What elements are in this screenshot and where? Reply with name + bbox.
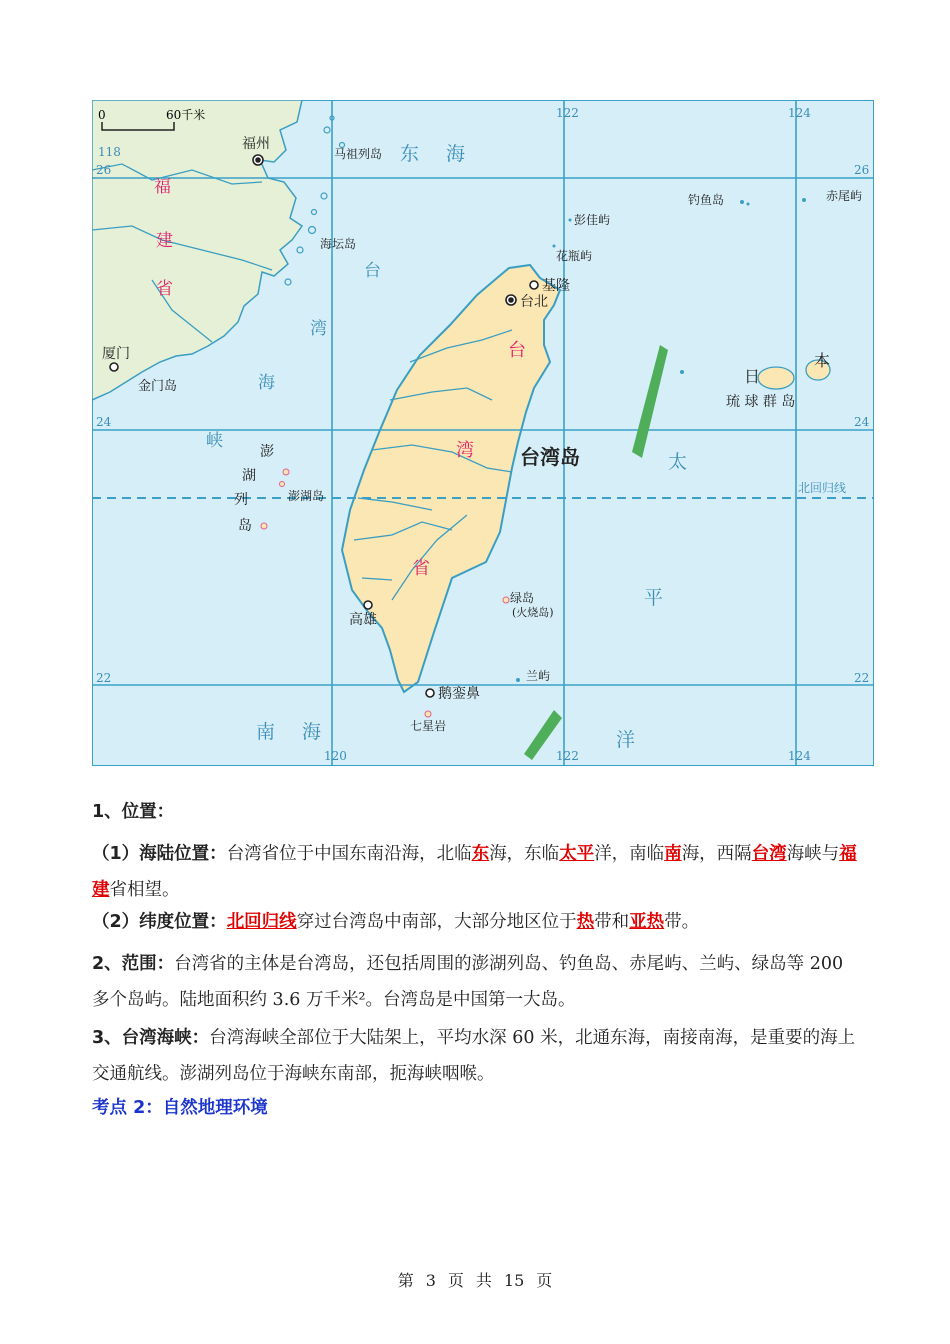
- city-xiamen: 厦门: [102, 346, 130, 362]
- page-footer: [0, 1268, 950, 1291]
- key-point-heading: 考点 2：自然地理环境: [92, 1098, 268, 1118]
- lon-label-118: 118: [98, 145, 121, 159]
- footer-text: 页: [447, 1271, 464, 1290]
- taiwan-prov-label-3: 省: [412, 558, 430, 579]
- island-diaoyu: 钓鱼岛: [688, 193, 725, 207]
- answer-tropical: 热: [576, 912, 595, 932]
- penghu-label-4: 岛: [238, 518, 252, 534]
- island-huoshao: (火烧岛): [512, 606, 554, 619]
- japan-label-1: 日: [744, 367, 761, 386]
- para-location-heading: [92, 800, 862, 824]
- lon-label-124-bottom: 124: [788, 749, 811, 763]
- island-haitan: 海坛岛: [320, 237, 357, 251]
- lon-label-120: 120: [324, 749, 347, 763]
- text-span: 台湾省位于中国东南沿海，北临: [226, 844, 472, 864]
- fujian-label-1: 福: [154, 177, 171, 197]
- footer-text: 共: [475, 1271, 492, 1290]
- para-sea-land-position: [92, 836, 862, 908]
- text-span: 带和: [594, 912, 630, 932]
- scope-heading: 2、范围：: [92, 954, 175, 974]
- footer-text: 页: [536, 1271, 553, 1290]
- text-span: 海，西隔: [681, 844, 752, 864]
- lon-label-124-top: 124: [788, 106, 811, 120]
- lon-label-122-bottom: 122: [556, 749, 579, 763]
- strait-label-2: 湾: [310, 319, 327, 339]
- strait-heading: 3、台湾海峡：: [92, 1028, 210, 1048]
- page-number: 3: [425, 1271, 436, 1290]
- pacific-label-3: 洋: [616, 729, 636, 751]
- answer-tropic: 北回归线: [226, 912, 297, 932]
- lat-label-22-right: 22: [854, 671, 870, 685]
- island-huaping: 花瓶屿: [556, 249, 593, 263]
- island-chiwei: 赤尾屿: [826, 189, 863, 203]
- strait-label-3: 海: [258, 373, 275, 393]
- text-span: 带。: [664, 912, 700, 932]
- ryukyu-label: 琉 球 群 岛: [726, 394, 796, 410]
- lon-label-122-top: 122: [556, 106, 579, 120]
- lat-label-26-right: 26: [854, 163, 870, 177]
- island-qixing: 七星岩: [410, 719, 447, 733]
- island-ludao: 绿岛: [510, 591, 535, 605]
- city-keelung: 基隆: [542, 278, 570, 294]
- answer-south: 南: [664, 844, 682, 864]
- text-span: 洋，南临: [594, 844, 665, 864]
- fujian-label-2: 建: [156, 231, 173, 251]
- south-sea-label-2: 海: [302, 721, 322, 743]
- taiwan-map: [92, 100, 874, 766]
- lat-label-22-left: 22: [96, 671, 112, 685]
- city-kaohsiung: 高雄: [349, 612, 377, 628]
- penghu-label-3: 列: [234, 492, 248, 508]
- answer-east: 东: [471, 844, 490, 864]
- strait-label-1: 台: [364, 261, 381, 281]
- island-penghu-main: 澎湖岛: [288, 489, 325, 503]
- answer-subtropical: 亚热: [629, 912, 665, 932]
- island-pengjia: 彭佳屿: [574, 213, 611, 227]
- text-span: 台湾海峡全部位于大陆架上，平均水深 60 米，北通东海，南接南海，是重要的海上交通航线。澎湖列岛位于海峡东南部，扼海峡咽喉。: [92, 1028, 856, 1084]
- pacific-label-2: 平: [644, 587, 664, 609]
- text-span: 海，东临: [489, 844, 560, 864]
- taiwan-island-label: 台湾岛: [520, 445, 580, 469]
- pacific-label-1: 太: [668, 451, 688, 473]
- sea-land-heading: （1）海陆位置：: [92, 844, 227, 864]
- answer-taiwan: 台湾: [751, 844, 787, 864]
- south-sea-label-1: 南: [256, 721, 276, 743]
- city-taipei: 台北: [520, 294, 548, 310]
- scale-zero-label: 0: [98, 108, 106, 122]
- answer-fujian: 福建: [92, 844, 857, 900]
- city-fuzhou: 福州: [242, 136, 270, 152]
- japan-label-2: 本: [814, 351, 831, 370]
- para-latitude-position: [92, 910, 862, 934]
- tropic-label: 北回归线: [798, 481, 847, 495]
- lat-label-24-right: 24: [854, 415, 870, 429]
- text-span: 省相望。: [109, 880, 180, 900]
- fujian-label-3: 省: [156, 279, 173, 299]
- strait-label-4: 峡: [206, 431, 223, 451]
- answer-pacific: 太平: [559, 844, 595, 864]
- penghu-label-2: 湖: [242, 468, 256, 484]
- lat-label-24-left: 24: [96, 415, 112, 429]
- east-sea-label-1: 东: [400, 143, 420, 165]
- island-lanyu: 兰屿: [526, 669, 551, 683]
- para-strait: [92, 1020, 862, 1092]
- scale-end-label: 60千米: [166, 108, 206, 122]
- east-sea-label-2: 海: [446, 143, 466, 165]
- place-eluanbi: 鹅銮鼻: [438, 686, 480, 702]
- text-span: 穿过台湾岛中南部，大部分地区位于: [296, 912, 577, 932]
- text-span: 海峡与: [786, 844, 840, 864]
- penghu-label-1: 澎: [260, 444, 274, 460]
- lat-label-26-left: 26: [96, 163, 112, 177]
- page-total: 15: [503, 1271, 525, 1290]
- text-span: 台湾省的主体是台湾岛，还包括周围的澎湖列岛、钓鱼岛、赤尾屿、兰屿、绿岛等 200 多个岛屿。陆地面积约 3.6 万千米²。台湾岛是中国第一大岛。: [92, 954, 844, 1010]
- footer-text: 第: [397, 1271, 414, 1290]
- para-scope: [92, 946, 862, 1018]
- location-heading: 1、位置：: [92, 802, 175, 822]
- taiwan-prov-label-1: 台: [508, 340, 526, 361]
- island-mazu: 马祖列岛: [334, 147, 383, 161]
- latitude-heading: （2）纬度位置：: [92, 912, 227, 932]
- taiwan-prov-label-2: 湾: [456, 440, 474, 461]
- island-jinmen: 金门岛: [138, 379, 178, 394]
